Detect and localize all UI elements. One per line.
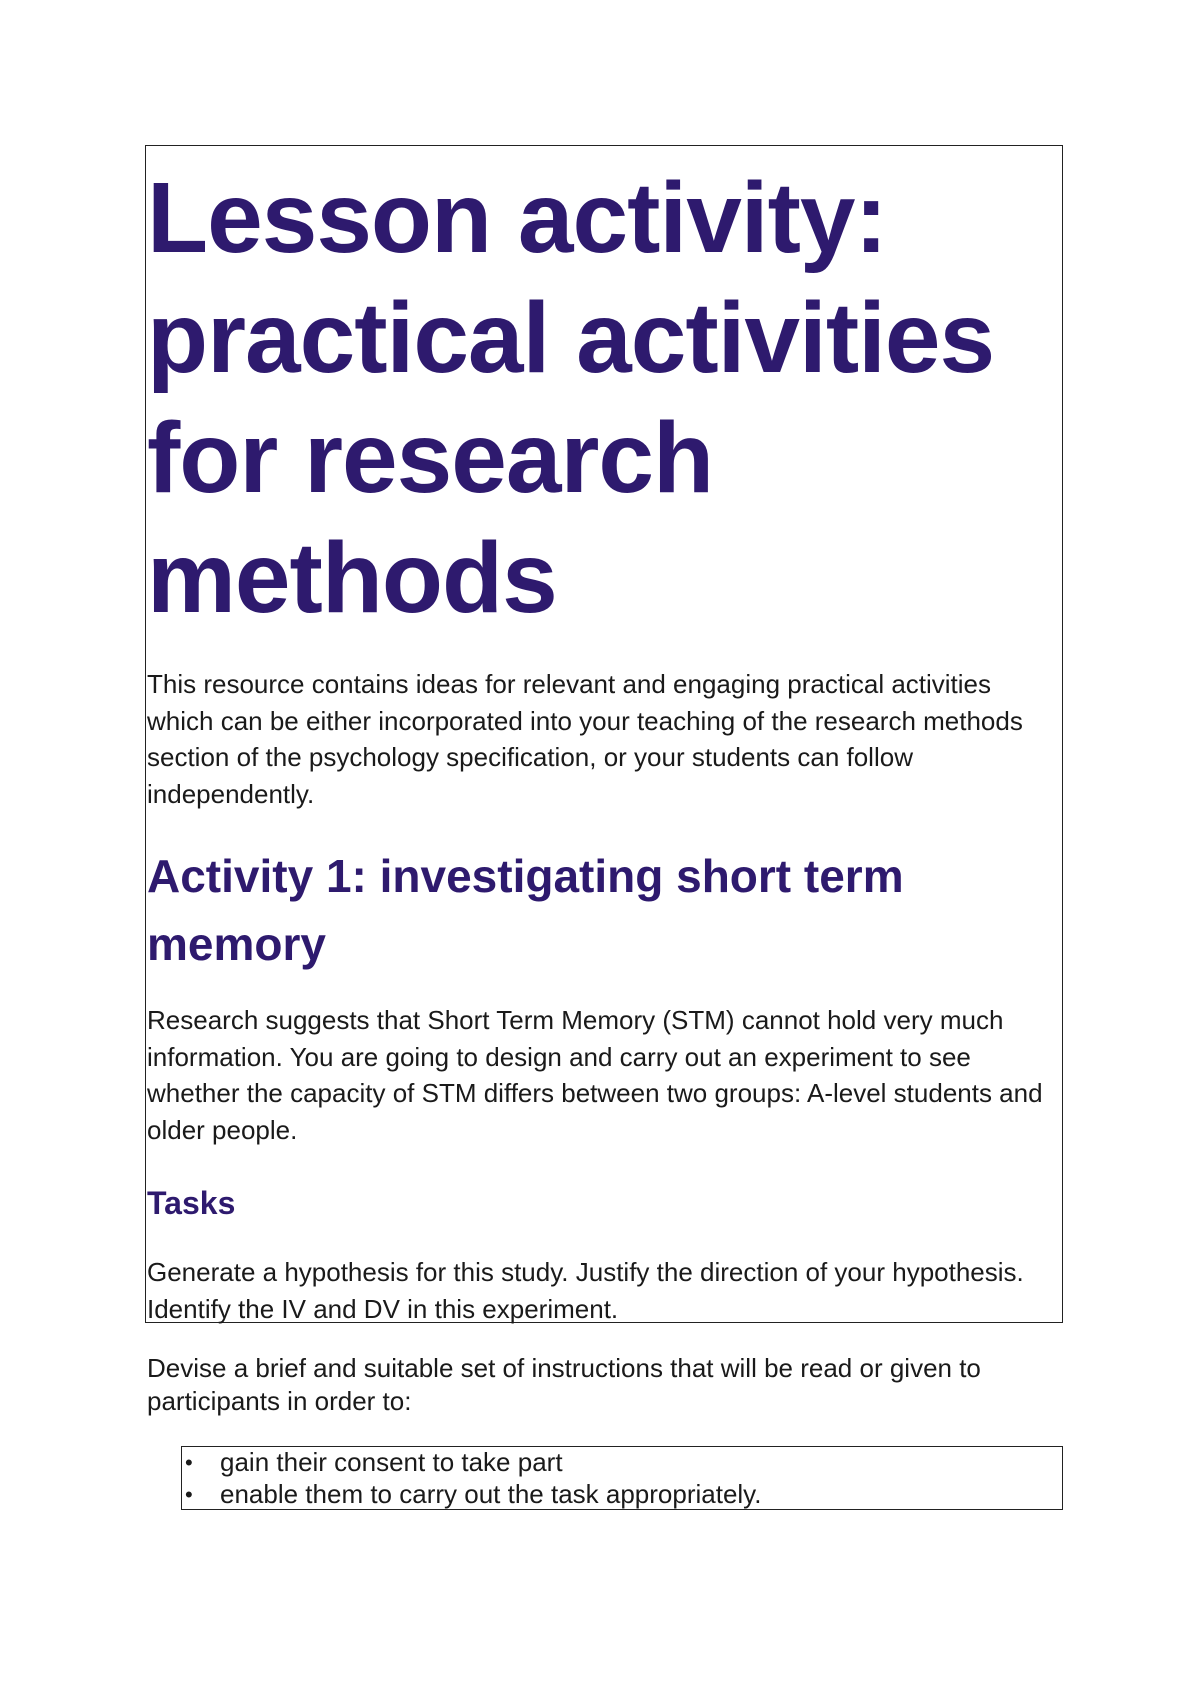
list-item-text: enable them to carry out the task appropriately. — [220, 1479, 762, 1509]
intro-paragraph: This resource contains ideas for relevant and engaging practical activities which can be either incorporated into your teaching of the research methods section of the psychology specification, or your students can follow independently. — [147, 669, 1023, 809]
bullet-list — [182, 1447, 1062, 1511]
instructions-lead-paragraph: Devise a brief and suitable set of instructions that will be read or given to participants in order to: — [147, 1353, 981, 1416]
activity-description: Research suggests that Short Term Memory (STM) cannot hold very much information. You are going to design and carry out an experiment to see whether the capacity of STM differs between two groups: A-level students and older people. — [147, 1005, 1043, 1145]
tasks-heading: Tasks — [147, 1185, 236, 1221]
list-item — [182, 1447, 1062, 1479]
bullet-icon: • — [185, 1482, 193, 1507]
bullet-icon: • — [185, 1450, 193, 1475]
list-item — [182, 1479, 1062, 1511]
document-title: Lesson activity: practical activities for research methods — [147, 162, 995, 634]
tasks-paragraph: Generate a hypothesis for this study. Justify the direction of your hypothesis. Identify the IV and DV in this experiment. — [147, 1257, 1024, 1324]
activity-heading: Activity 1: investigating short term memory — [147, 850, 904, 970]
bullet-list-frame — [181, 1446, 1063, 1510]
list-item-text: gain their consent to take part — [220, 1447, 563, 1477]
